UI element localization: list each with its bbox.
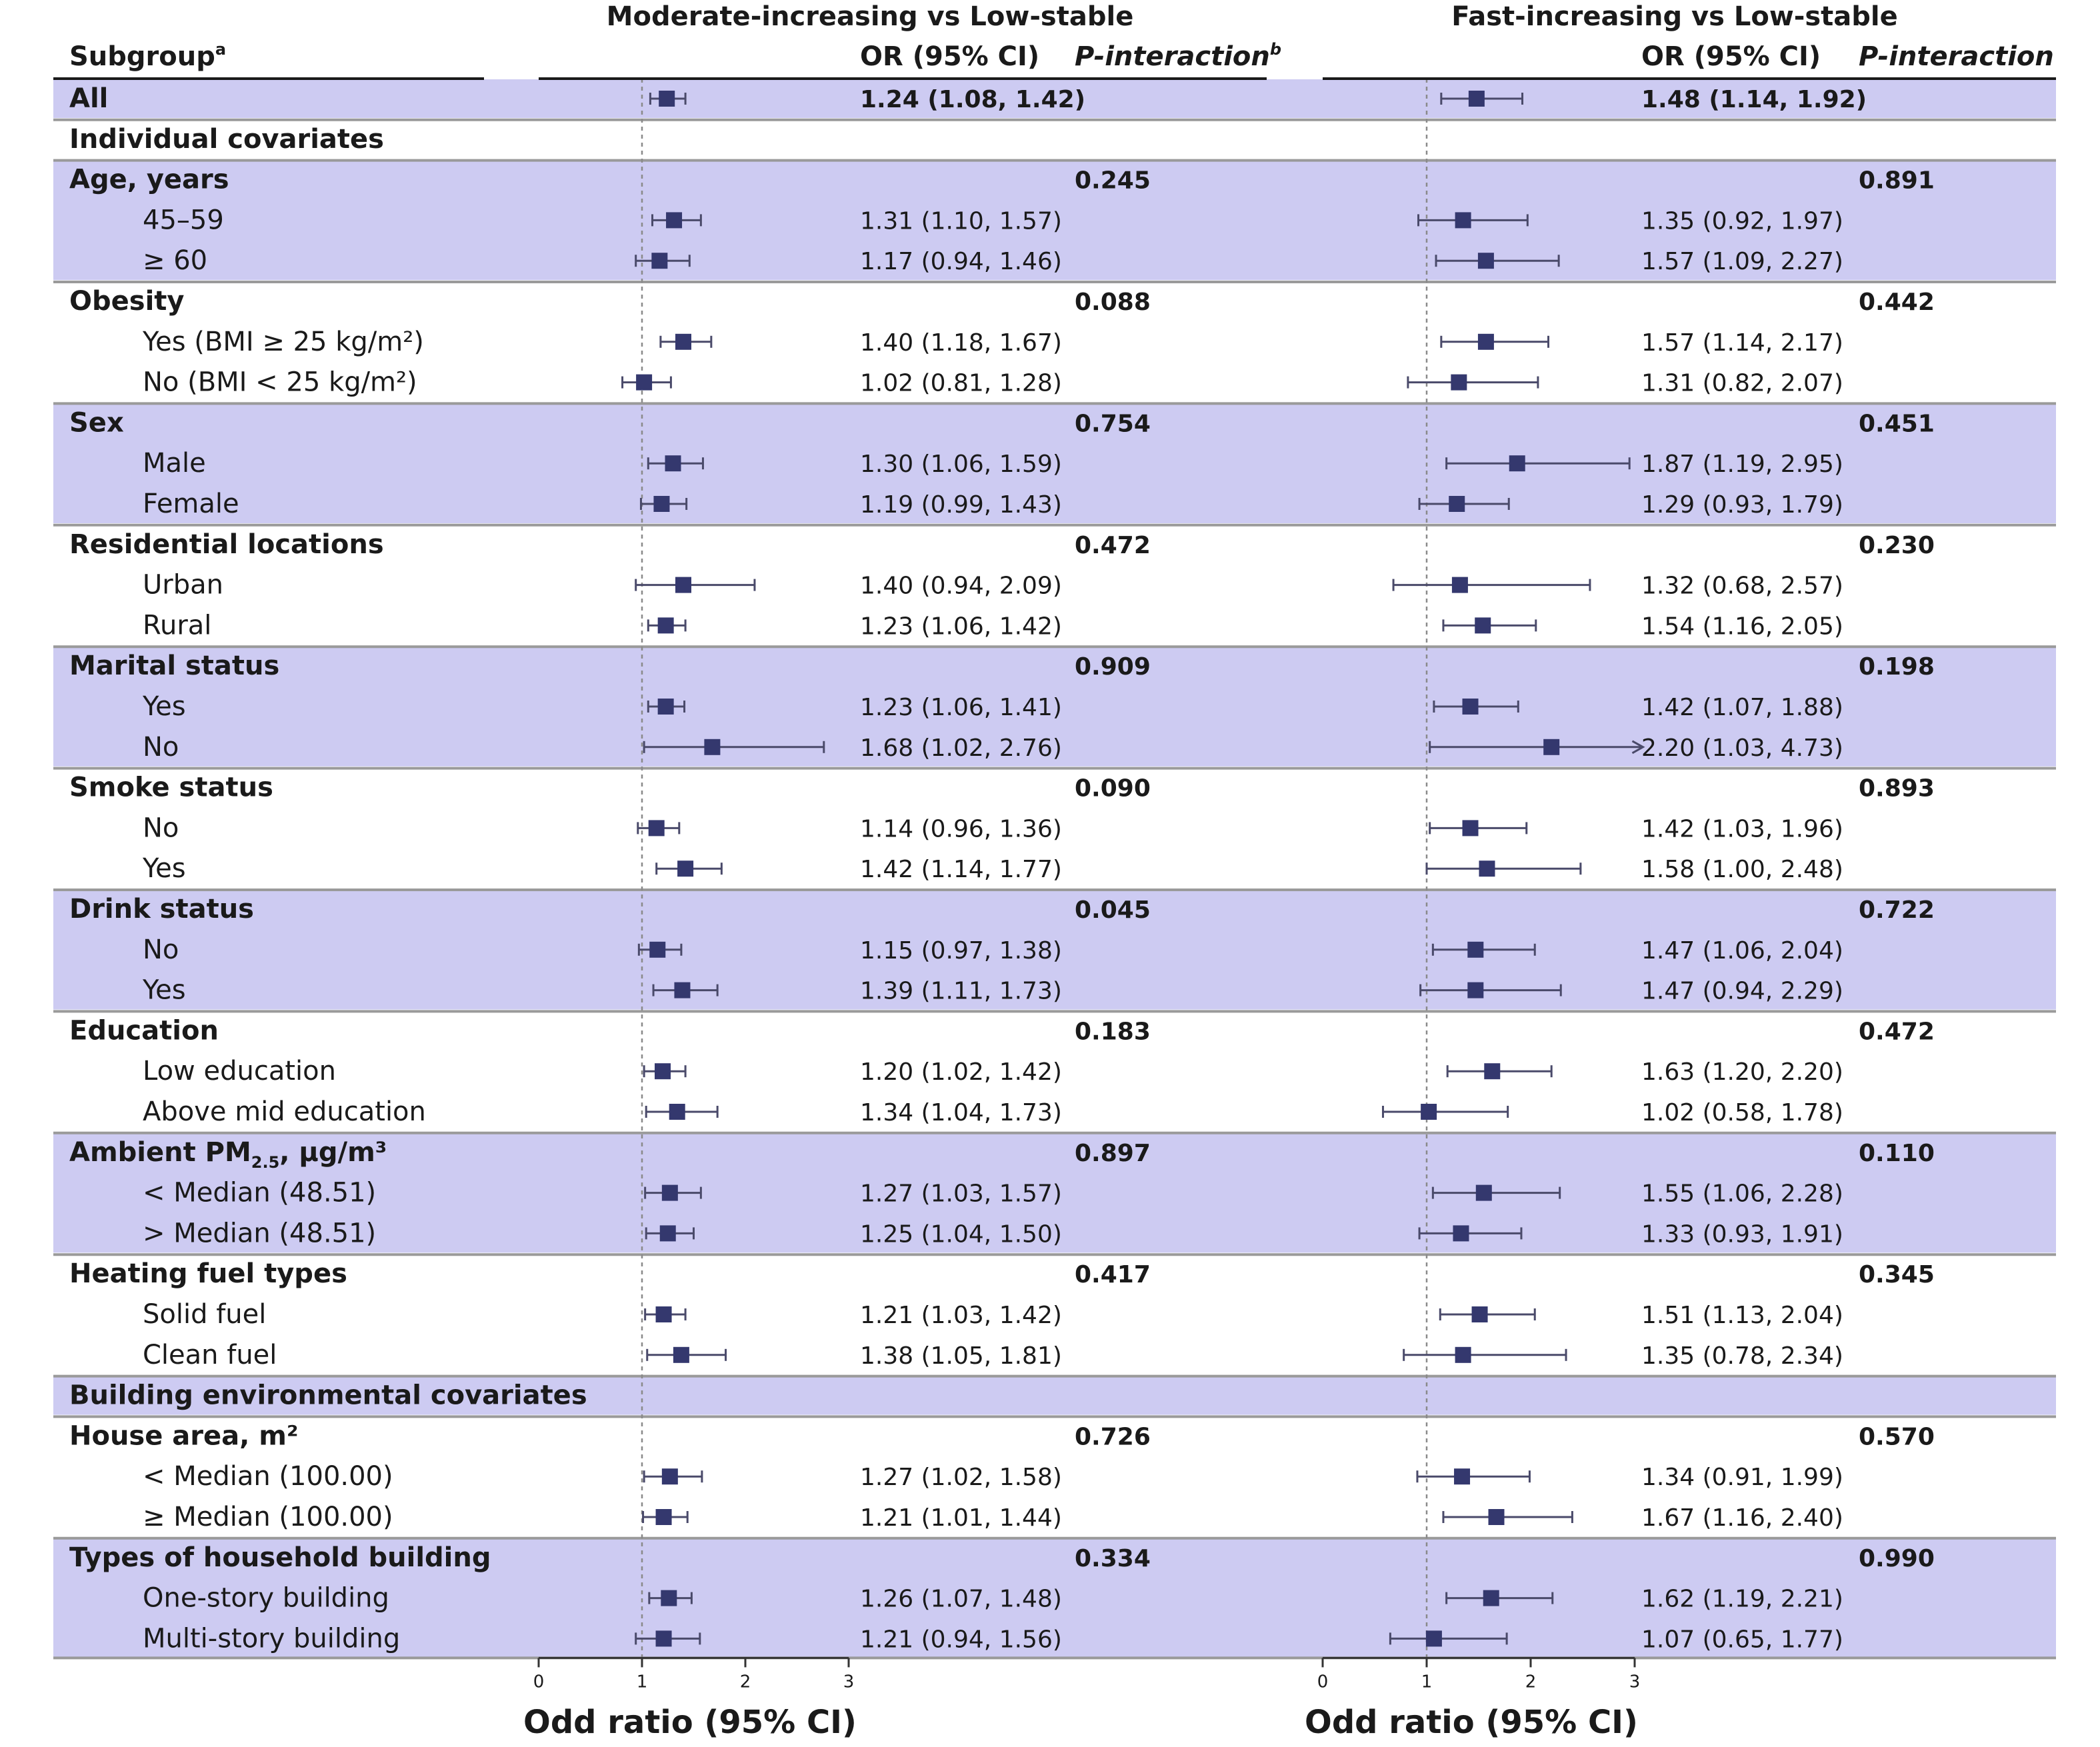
or-text-fast: 1.48 (1.14, 1.92): [1641, 86, 1867, 113]
label-text: Low education: [143, 1056, 336, 1087]
item-label: [143, 1218, 376, 1248]
or-text-fast: 1.02 (0.58, 1.78): [1641, 1099, 1843, 1126]
label-text: Female: [143, 489, 239, 519]
or-text-moderate: 1.24 (1.08, 1.42): [860, 86, 1086, 113]
label-text: Rural: [143, 610, 212, 641]
point-estimate-fast: [1479, 861, 1495, 876]
label-text: Obesity: [69, 286, 185, 317]
point-estimate-fast: [1449, 496, 1465, 512]
label-text: Building environmental covariates: [69, 1380, 587, 1411]
item-label: [143, 1583, 389, 1614]
or-text-fast: 1.58 (1.00, 2.48): [1641, 856, 1843, 884]
or-text-fast: 1.51 (1.13, 2.04): [1641, 1302, 1843, 1329]
label-text: Types of household building: [69, 1542, 491, 1573]
point-estimate-fast: [1467, 982, 1483, 998]
item-label: [143, 610, 211, 641]
or-text-fast: 1.29 (0.93, 1.79): [1641, 491, 1843, 519]
or-text-fast: 2.20 (1.03, 4.73): [1641, 734, 1843, 762]
item-label: [143, 934, 179, 965]
point-estimate-fast: [1469, 91, 1485, 107]
point-estimate-moderate: [655, 1063, 671, 1079]
label-text: ≥ 60: [143, 245, 208, 277]
or-text-moderate: 1.20 (1.02, 1.42): [860, 1058, 1062, 1086]
x-tick-label-moderate: 1: [636, 1672, 648, 1692]
point-estimate-moderate: [656, 1630, 672, 1646]
group-label: [69, 651, 279, 681]
p-interaction-fast: 0.230: [1859, 531, 1935, 559]
panel-title-moderate: Moderate-increasing vs Low-stable: [606, 1, 1134, 32]
point-estimate-fast: [1478, 334, 1494, 350]
label-text: > Median (48.51): [143, 1218, 377, 1249]
p-interaction-moderate: 0.245: [1075, 167, 1151, 195]
or-text-moderate: 1.31 (1.10, 1.57): [860, 207, 1062, 235]
label-text: Yes: [143, 974, 186, 1006]
point-estimate-moderate: [675, 334, 691, 350]
point-estimate-moderate: [651, 253, 667, 269]
axes: [533, 1658, 1641, 1692]
or-text-moderate: 1.42 (1.14, 1.77): [860, 856, 1062, 884]
or-text-moderate: 1.40 (1.18, 1.67): [860, 329, 1062, 357]
label-text: Age, years: [69, 164, 229, 195]
x-tick-label-fast: 1: [1421, 1672, 1433, 1692]
point-estimate-moderate: [649, 942, 665, 958]
or-text-moderate: 1.21 (1.01, 1.44): [860, 1504, 1062, 1532]
item-label: [142, 975, 186, 1006]
or-text-fast: 1.07 (0.65, 1.77): [1641, 1626, 1843, 1654]
item-label: [143, 205, 224, 235]
axis-title-fast: Odd ratio (95% CI): [1305, 1704, 1638, 1741]
label-text: Urban: [143, 569, 223, 601]
item-label: [143, 1461, 393, 1492]
or-text-moderate: 1.15 (0.97, 1.38): [860, 936, 1062, 964]
point-estimate-fast: [1454, 1468, 1470, 1484]
axis-title-moderate: Odd ratio (95% CI): [523, 1704, 857, 1741]
point-estimate-moderate: [656, 1509, 672, 1525]
point-estimate-fast: [1467, 942, 1483, 958]
label-text: ≥ Median (100.00): [143, 1502, 393, 1532]
point-estimate-moderate: [636, 375, 652, 391]
x-tick-label-fast: 0: [1317, 1672, 1329, 1692]
or-text-moderate: 1.39 (1.11, 1.73): [860, 977, 1062, 1005]
p-header-moderate: [1075, 40, 1281, 72]
point-estimate-fast: [1509, 455, 1525, 471]
group-label: [69, 773, 273, 803]
p-interaction-moderate: 0.183: [1075, 1018, 1151, 1046]
p-interaction-fast: 0.345: [1859, 1261, 1935, 1289]
point-estimate-fast: [1455, 1347, 1471, 1363]
or-text-fast: 1.47 (0.94, 2.29): [1641, 977, 1843, 1005]
or-text-fast: 1.32 (0.68, 2.57): [1641, 572, 1843, 600]
x-tick-label-fast: 3: [1629, 1672, 1641, 1692]
x-tick-label-moderate: 2: [739, 1672, 751, 1692]
item-label: [143, 1056, 336, 1086]
label-text: No: [143, 813, 179, 844]
or-text-fast: 1.55 (1.06, 2.28): [1641, 1180, 1843, 1208]
point-estimate-fast: [1543, 739, 1559, 755]
point-estimate-fast: [1489, 1509, 1505, 1525]
point-estimate-moderate: [666, 212, 682, 228]
label-text: Multi-story building: [143, 1623, 401, 1654]
or-text-moderate: 1.23 (1.06, 1.41): [860, 694, 1062, 721]
point-estimate-moderate: [673, 1347, 689, 1363]
section-label: [69, 1380, 587, 1411]
label-text: Education: [69, 1015, 219, 1046]
or-text-moderate: 1.34 (1.04, 1.73): [860, 1099, 1062, 1126]
or-text-moderate: 1.17 (0.94, 1.46): [860, 248, 1062, 276]
p-interaction-moderate: 0.088: [1075, 289, 1151, 316]
point-estimate-moderate: [658, 617, 674, 633]
item-label: [143, 1178, 376, 1208]
label-text: < Median (100.00): [143, 1461, 393, 1492]
or-text-fast: 1.35 (0.92, 1.97): [1641, 207, 1843, 235]
item-label: [143, 489, 239, 519]
item-label: [143, 570, 223, 601]
label-text: Yes (BMI ≥ 25 kg/m²): [143, 326, 424, 357]
point-estimate-moderate: [653, 496, 669, 512]
label-text: Individual covariates: [69, 123, 384, 155]
subgroup-header: [69, 40, 226, 72]
or-text-fast: 1.57 (1.14, 2.17): [1641, 329, 1843, 357]
p-interaction-fast: 0.442: [1859, 289, 1935, 316]
or-text-moderate: 1.27 (1.03, 1.57): [860, 1180, 1062, 1208]
point-estimate-fast: [1421, 1104, 1437, 1120]
group-label: [69, 1015, 219, 1046]
or-text-fast: 1.63 (1.20, 2.20): [1641, 1058, 1843, 1086]
group-label: [69, 286, 184, 317]
or-header-moderate: OR (95% CI): [860, 41, 1040, 72]
or-text-moderate: 1.40 (0.94, 2.09): [860, 572, 1062, 600]
or-text-fast: 1.34 (0.91, 1.99): [1641, 1464, 1843, 1492]
p-interaction-fast: 0.198: [1859, 653, 1935, 681]
label-text: No (BMI < 25 kg/m²): [143, 367, 417, 398]
point-estimate-moderate: [662, 1185, 678, 1201]
group-label: [69, 165, 229, 195]
or-text-moderate: 1.21 (0.94, 1.56): [860, 1626, 1062, 1654]
p-interaction-moderate: 0.417: [1075, 1261, 1151, 1289]
p-interaction-fast: 0.110: [1859, 1139, 1935, 1167]
or-text-fast: 1.31 (0.82, 2.07): [1641, 369, 1843, 397]
label-text: Male: [143, 448, 206, 479]
or-text-moderate: 1.14 (0.96, 1.36): [860, 815, 1062, 843]
point-estimate-fast: [1426, 1630, 1442, 1646]
label-text: Clean fuel: [143, 1339, 277, 1370]
point-estimate-moderate: [669, 1104, 685, 1120]
label-text: 45–59: [143, 205, 224, 236]
or-text-fast: 1.87 (1.19, 2.95): [1641, 451, 1843, 479]
point-estimate-moderate: [662, 1468, 678, 1484]
label-text: Heating fuel types: [69, 1258, 347, 1290]
p-interaction-fast: 0.472: [1859, 1018, 1935, 1046]
p-interaction-moderate: 0.909: [1075, 653, 1151, 681]
p-header-footnote-mark: b: [1269, 40, 1282, 59]
label-text: No: [143, 731, 179, 763]
label-text: Yes: [143, 853, 186, 884]
point-estimate-fast: [1478, 253, 1494, 269]
point-estimate-moderate: [704, 739, 720, 755]
item-label: [142, 327, 424, 357]
or-text-fast: 1.47 (1.06, 2.04): [1641, 936, 1843, 964]
or-text-moderate: 1.68 (1.02, 2.76): [860, 734, 1062, 762]
group-label: [69, 1137, 387, 1172]
label-text: No: [143, 934, 179, 965]
or-text-fast: 1.35 (0.78, 2.34): [1641, 1342, 1843, 1370]
item-label: [143, 813, 179, 843]
item-label: [143, 448, 206, 479]
point-estimate-fast: [1476, 1185, 1492, 1201]
point-estimate-moderate: [658, 699, 674, 715]
p-interaction-moderate: 0.754: [1075, 410, 1151, 438]
subgroup-footnote-mark: a: [215, 40, 227, 59]
p-interaction-moderate: 0.090: [1075, 775, 1151, 803]
p-interaction-fast: 0.722: [1859, 896, 1935, 924]
x-tick-label-fast: 2: [1525, 1672, 1537, 1692]
or-text-fast: 1.42 (1.07, 1.88): [1641, 694, 1843, 721]
subgroup-labels: [69, 83, 587, 1654]
group-label: [69, 1542, 491, 1573]
label-text: Yes: [143, 691, 186, 722]
p-interaction-fast: 0.990: [1859, 1544, 1935, 1572]
point-estimate-fast: [1463, 699, 1479, 715]
item-label: [143, 1623, 400, 1654]
p-header-fast: P-interaction: [1859, 41, 2054, 72]
label-tail: , μg/m³: [279, 1136, 387, 1168]
or-text-fast: 1.62 (1.19, 2.21): [1641, 1585, 1843, 1613]
or-text-fast: 1.67 (1.16, 2.40): [1641, 1504, 1843, 1532]
label-text: Solid fuel: [143, 1299, 267, 1330]
section-label: [69, 124, 384, 155]
point-estimate-fast: [1484, 1063, 1500, 1079]
item-label: [143, 1096, 426, 1127]
group-label: [69, 407, 124, 438]
p-interaction-fast: 0.893: [1859, 775, 1935, 803]
or-text-moderate: 1.19 (0.99, 1.43): [860, 491, 1062, 519]
item-label: [143, 732, 179, 763]
point-estimate-moderate: [675, 577, 691, 593]
or-text-moderate: 1.21 (1.03, 1.42): [860, 1302, 1062, 1329]
point-estimate-fast: [1451, 375, 1467, 391]
point-estimate-moderate: [665, 455, 681, 471]
label-text: All: [69, 83, 109, 114]
p-interaction-fast: 0.570: [1859, 1423, 1935, 1451]
label-text: House area, m²: [69, 1420, 299, 1452]
or-text-moderate: 1.26 (1.07, 1.48): [860, 1585, 1062, 1613]
or-text-moderate: 1.25 (1.04, 1.50): [860, 1220, 1062, 1248]
point-estimate-fast: [1452, 577, 1468, 593]
label-text: Ambient PM: [69, 1136, 251, 1168]
point-estimate-fast: [1483, 1590, 1499, 1606]
group-label: [69, 1420, 298, 1451]
point-estimate-fast: [1472, 1306, 1488, 1322]
p-interaction-fast: 0.891: [1859, 167, 1935, 195]
p-interaction-moderate: 0.045: [1075, 896, 1151, 924]
point-estimate-fast: [1453, 1225, 1469, 1241]
p-interaction-moderate: 0.726: [1075, 1423, 1151, 1451]
or-text-fast: 1.42 (1.03, 1.96): [1641, 815, 1843, 843]
table-header: [53, 1, 2056, 79]
point-estimate-moderate: [649, 820, 665, 836]
item-label: [143, 367, 417, 398]
item-label: [142, 853, 186, 884]
point-estimate-moderate: [659, 91, 675, 107]
point-estimate-moderate: [661, 1590, 677, 1606]
or-text-moderate: 1.27 (1.02, 1.58): [860, 1464, 1062, 1492]
item-label: [143, 1340, 277, 1370]
estimate-labels: [860, 86, 1935, 1653]
or-text-fast: 1.54 (1.16, 2.05): [1641, 613, 1843, 641]
p-interaction-moderate: 0.472: [1075, 531, 1151, 559]
label-text: Above mid education: [143, 1096, 426, 1127]
label-text: < Median (48.51): [143, 1177, 377, 1208]
group-label: [69, 894, 254, 924]
label-text: Residential locations: [69, 529, 384, 560]
label-text: One-story building: [143, 1582, 389, 1614]
p-interaction-moderate: 0.334: [1075, 1544, 1151, 1572]
p-interaction-moderate: 0.897: [1075, 1139, 1151, 1167]
or-header-fast: OR (95% CI): [1641, 41, 1821, 72]
panel-title-fast: Fast-increasing vs Low-stable: [1451, 1, 1898, 32]
item-label: [143, 1299, 266, 1330]
item-label: [143, 1502, 393, 1532]
point-estimate-fast: [1455, 212, 1471, 228]
point-estimate-moderate: [677, 861, 693, 876]
or-text-moderate: 1.02 (0.81, 1.28): [860, 369, 1062, 397]
or-text-moderate: 1.23 (1.06, 1.42): [860, 613, 1062, 641]
or-text-fast: 1.57 (1.09, 2.27): [1641, 248, 1843, 276]
label-text: Marital status: [69, 651, 280, 682]
or-text-moderate: 1.30 (1.06, 1.59): [860, 451, 1062, 479]
point-estimate-moderate: [660, 1225, 676, 1241]
point-estimate-moderate: [674, 982, 690, 998]
p-header-moderate-text: P-interaction: [1075, 41, 1270, 72]
item-label: [142, 691, 186, 722]
x-tick-label-moderate: 0: [533, 1672, 545, 1692]
group-label: [69, 1258, 347, 1289]
p-interaction-fast: 0.451: [1859, 410, 1935, 438]
point-estimate-moderate: [656, 1306, 672, 1322]
point-estimate-fast: [1475, 617, 1491, 633]
or-text-fast: 1.33 (0.93, 1.91): [1641, 1220, 1843, 1248]
label-text: Drink status: [69, 894, 254, 924]
point-estimate-fast: [1463, 820, 1479, 836]
label-text: Sex: [69, 407, 124, 439]
overall-label: [69, 83, 108, 114]
label-text: Smoke status: [69, 772, 273, 803]
or-text-moderate: 1.38 (1.05, 1.81): [860, 1342, 1062, 1370]
label-subscript: 2.5: [251, 1152, 280, 1172]
item-label: [143, 245, 207, 276]
x-tick-label-moderate: 3: [843, 1672, 855, 1692]
group-label: [69, 529, 384, 560]
subgroup-header-text: Subgroup: [69, 41, 215, 72]
